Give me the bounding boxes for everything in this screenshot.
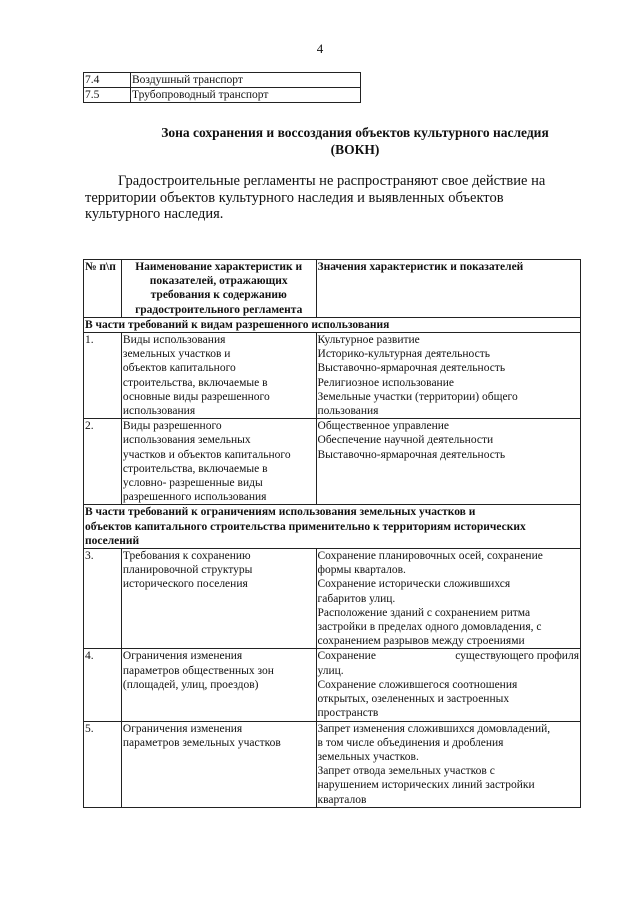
intro-paragraph	[85, 173, 575, 223]
row-values: Сохранение планировочных осей, сохранение формы кварталов. Сохранение исторически сложившихся габаритов улиц. Расположение зданий с сохранением ритма застройки в пределах одного домовладения, с сохранением разрывов между строениями	[316, 549, 580, 649]
row-code: 7.4	[84, 73, 131, 88]
regulations-table	[83, 259, 581, 808]
table-row	[84, 88, 361, 103]
section-title: В части требований к видам разрешенного использования	[84, 317, 581, 332]
section-row	[84, 505, 581, 549]
row-num: 3.	[84, 549, 122, 649]
intro-line: Градостроительные регламенты не распространяют свое действие на	[118, 173, 546, 189]
row-values: Культурное развитие Историко-культурная деятельность Выставочно-ярмарочная деятельность Религиозное использование Земельные участки (территории) общего пользования	[316, 333, 580, 419]
row-name: Виды разрешенного использования земельных участков и объектов капитального строительства, включаемые в условно- разрешенные виды разрешенного использования	[121, 419, 316, 505]
table-row	[84, 333, 581, 419]
zone-title-line1: Зона сохранения и воссоздания объектов культурного наследия	[161, 125, 549, 140]
intro-line: территории объектов культурного наследия и выявленных объектов	[85, 189, 504, 206]
row-values: Общественное управление Обеспечение научной деятельности Выставочно-ярмарочная деятельность	[316, 419, 580, 505]
row-num: 4.	[84, 649, 122, 721]
row-num: 1.	[84, 333, 122, 419]
row-num: 2.	[84, 419, 122, 505]
header-values: Значения характеристик и показателей	[316, 260, 580, 318]
row-name: Требования к сохранению планировочной структуры исторического поселения	[121, 549, 316, 649]
page-number: 4	[316, 41, 324, 56]
section-row	[84, 317, 581, 332]
header-num: № п\п	[84, 260, 122, 318]
table-row	[84, 549, 581, 649]
table-row	[84, 73, 361, 88]
table-row	[84, 649, 581, 721]
row-name: Трубопроводный транспорт	[131, 88, 361, 103]
intro-line: культурного наследия.	[85, 206, 224, 222]
row-name: Ограничения изменения параметров общественных зон (площадей, улиц, проездов)	[121, 649, 316, 721]
row-code: 7.5	[84, 88, 131, 103]
row-values: Сохранение существующего профиля улиц. Сохранение сложившегося соотношения открытых, озелененных и застроенных пространств	[317, 650, 579, 720]
row-name: Ограничения изменения параметров земельных участков	[121, 721, 316, 807]
row-num: 5.	[84, 721, 122, 807]
zone-title-line2: (ВОКН)	[330, 142, 380, 157]
row-name: Воздушный транспорт	[131, 73, 361, 88]
row-values: Запрет изменения сложившихся домовладений, в том числе объединения и дробления земельных участков. Запрет отвода земельных участков с нарушением исторических линий застройки кварталов	[316, 721, 580, 807]
header-name: Наименование характеристик и показателей, отражающих требования к содержанию градостроительного регламента	[121, 260, 316, 318]
table-row	[84, 419, 581, 505]
table-row	[84, 721, 581, 807]
table-header-row	[84, 260, 581, 318]
top-table	[83, 72, 361, 103]
section-title: В части требований к ограничениям использования земельных участков и объектов капитального строительства применительно к территориям исторических поселений	[84, 505, 581, 549]
row-name: Виды использования земельных участков и объектов капитального строительства, включаемые в основные виды разрешенного использования	[121, 333, 316, 419]
